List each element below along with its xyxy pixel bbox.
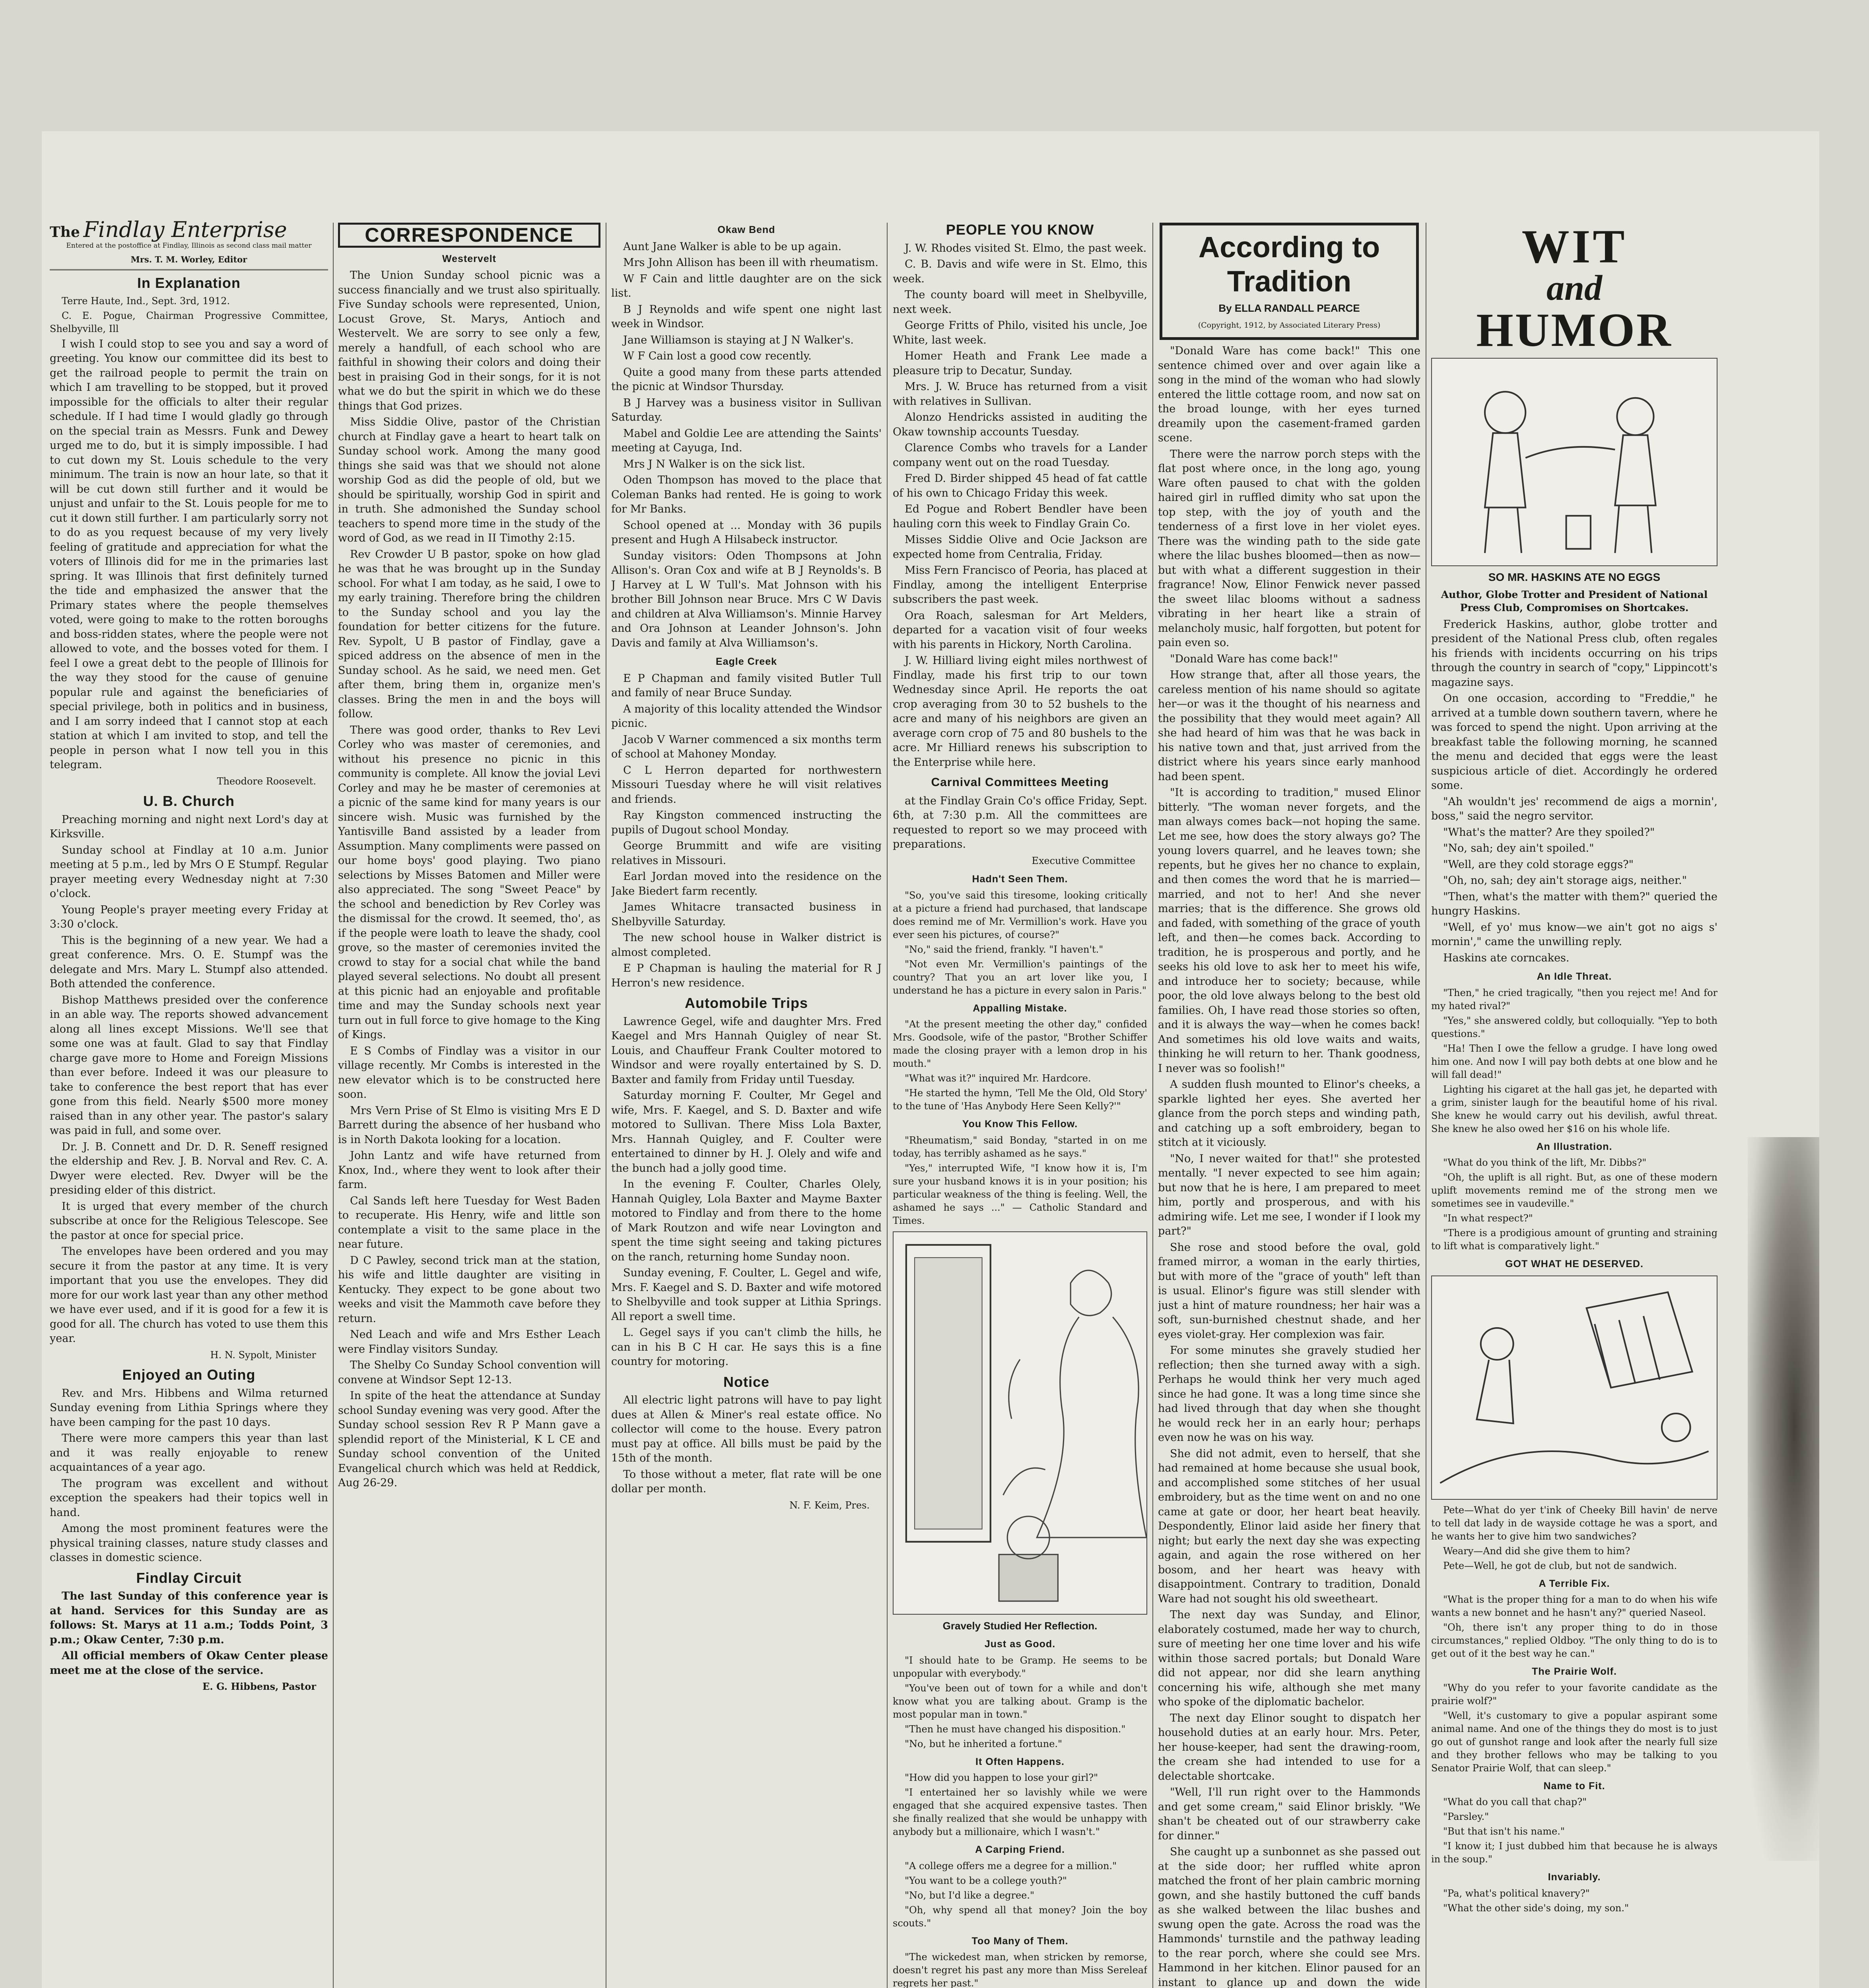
column-2 — [338, 131, 600, 1988]
paragraph: Young People's prayer meeting every Friday at 3:30 o'clock. — [50, 903, 328, 930]
column-1 — [50, 131, 328, 1988]
paragraph: "Oh, no, sah; dey ain't storage aigs, neither." — [1443, 874, 1687, 887]
paragraph: "Oh, why spend all that money? Join the boy scouts." — [893, 1904, 1147, 1929]
paragraph: Clarence Combs who travels for a Lander company went out on the road Tuesday. — [893, 442, 1147, 469]
outing-body — [50, 1386, 328, 1565]
paragraph: "No, but he inherited a fortune." — [905, 1738, 1063, 1749]
paragraph: The county board will meet in Shelbyville, next week. — [893, 289, 1147, 316]
paragraph: W F Cain lost a good cow recently. — [623, 350, 812, 362]
westervelt-body — [338, 268, 600, 1491]
paragraph: Sunday visitors: Oden Thompsons at John Allison's. Oran Cox and wife at B J Reynolds's. B J Harvey at L W Tull's. Mat Johnson with his brother Bill Johnson near Bruce. Mrs C W Davis and children at Alva Williamson's. Minnie Harvey and Ora Johnson at Leander Johnson's. John Davis and family at Alva Williamson's. — [611, 549, 882, 649]
paragraph: Mrs J N Walker is on the sick list. — [623, 458, 805, 470]
circuit-signature: E. G. Hibbens, Pastor — [202, 1681, 316, 1692]
paragraph: There were more campers this year than last and it was really enjoyable to renew acquaintances of a year ago. — [50, 1432, 328, 1474]
people-body — [893, 241, 1147, 770]
paragraph: "I should hate to be Gramp. He seems to be unpopular with everybody." — [893, 1654, 1147, 1679]
paragraph: A majority of this locality attended the Windsor picnic. — [611, 703, 882, 730]
paragraph: C. B. Davis and wife were in St. Elmo, this week. — [893, 258, 1147, 285]
subhead-okaw-bend: Okaw Bend — [717, 224, 775, 235]
subhead-prairie-wolf: The Prairie Wolf. — [1532, 1666, 1617, 1677]
paragraph: Frederick Haskins, author, globe trotter and president of the National Press club, often regales his friends with incidents occurring on his trips through the country in search of "copy," Lippincott's magazine says. — [1431, 618, 1717, 689]
carnival-body — [893, 794, 1147, 852]
subhead-it-happens: It Often Happens. — [975, 1756, 1065, 1767]
paragraph: "Parsley." — [1443, 1811, 1489, 1822]
paragraph: J. W. Hilliard living eight miles northwest of Findlay, made his first trip to our town Wednesday since April. He reports the oat crop averaging from 30 to 52 bushels to the acre and many of his neighbors are given an average corn crop of 75 and 80 bushels to the acre. Mr Hilliard renews his subscription to the Enterprise while here. — [893, 654, 1147, 769]
notice-body — [611, 1393, 882, 1497]
paragraph: Rev. and Mrs. Hibbens and Wilma returned Sunday evening from Lithia Springs where they have been camping for the past 10 days. — [50, 1387, 328, 1429]
paragraph: Dr. J. B. Connett and Dr. D. R. Seneff resigned the eldership and Rev. J. B. Norval and Rev. C. A. Dwyer were elected. Rev. Dwyer will be the presiding elder of this district. — [50, 1140, 328, 1196]
explanation-signature: Theodore Roosevelt. — [217, 775, 316, 787]
paragraph: Ray Kingston commenced instructing the pupils of Dugout school Monday. — [611, 809, 882, 836]
paragraph: All official members of Okaw Center please meet me at the close of the service. — [50, 1650, 328, 1677]
headline-notice: Notice — [723, 1373, 770, 1390]
paragraph: "I know it; I just dubbed him that because he is always in the soup." — [1431, 1840, 1717, 1865]
paragraph: George Brummitt and wife are visiting relatives in Missouri. — [611, 840, 882, 867]
cartoon-tramps — [1431, 1276, 1717, 1500]
paragraph: "The wickedest man, when stricken by remorse, doesn't regret his past any more than Miss Sereleaf regrets her past." — [893, 1951, 1147, 1988]
paragraph: "He started the hymn, 'Tell Me the Old, Old Story' to the tune of 'Has Anybody Here Seen Kelly?'" — [893, 1087, 1147, 1112]
paragraph: Bishop Matthews presided over the conference in an able way. The reports showed advancement along all lines except Missions. We'll see that some one was at fault. Glad to say that Findlay charge gave more to Home and Foreign Missions than ever before. Indeed it was our pleasure to take to conference the best report that has ever gone from this field. Nearly $500 more money raised than in any other year. The pastor's salary was paid in full, and some over. — [50, 994, 328, 1137]
name-body — [1431, 1796, 1717, 1866]
paragraph: "In what respect?" — [1443, 1213, 1533, 1224]
paragraph: Jane Williamson is staying at J N Walker's. — [623, 334, 854, 346]
deserved-body — [1431, 1504, 1717, 1573]
column-4 — [893, 131, 1147, 1988]
paragraph: "Then," he cried tragically, "then you reject me! And for my hated rival?" — [1431, 987, 1717, 1011]
paragraph: This is the beginning of a new year. We had a great conference. Mrs. O. E. Stumpf was the delegate and Mrs. Mary L. Stumpf also attended. Both attended the conference. — [50, 934, 328, 990]
masthead-entered: Entered at the postoffice at Findlay, Illinois as second class mail matter — [66, 241, 312, 250]
subhead-invariably: Invariably. — [1548, 1872, 1601, 1883]
paragraph: "How did you happen to lose your girl?" — [905, 1772, 1098, 1783]
paragraph: "What do you call that chap?" — [1443, 1796, 1587, 1807]
notice-signature: N. F. Keim, Pres. — [789, 1499, 870, 1511]
paragraph: On one occasion, according to "Freddie," he arrived at a tumble down southern tavern, where he was forced to spend the night. Upon arriving at the breakfast table the following morning, he scanned the menu and decided that eggs were the least suspicious article of diet. Accordingly he ordered some. — [1431, 692, 1717, 792]
paragraph: For some minutes she gravely studied her reflection; then she turned away with a sigh. Perhaps he would think her very much aged since he had gone. It was a long time since she had lived through that day when she thought he would reck her in an early hour; perhaps even now he was on his way. — [1158, 1344, 1420, 1444]
paragraph: The program was excellent and without exception the speakers had their topics well in hand. — [50, 1477, 328, 1519]
paragraph: B J Reynolds and wife spent one night last week in Windsor. — [611, 303, 882, 330]
story-copyright: (Copyright, 1912, by Associated Literary Press) — [1198, 320, 1381, 330]
paragraph: All electric light patrons will have to pay light dues at Allen & Miner's real estate office. No collector will come to the house. Every patron must pay at office. All bills must be paid by the 15th of the month. — [611, 1394, 882, 1464]
paragraph: Oden Thompson has moved to the place that Coleman Banks had rented. He is going to work for Mr Banks. — [611, 474, 882, 515]
paragraph: "Yes," she answered coldly, but colloquially. "Yep to both questions." — [1431, 1015, 1717, 1039]
paragraph: James Whitacre transacted business in Shelbyville Saturday. — [611, 901, 882, 928]
appalling-body — [893, 1018, 1147, 1113]
column-rule — [333, 223, 334, 1988]
paragraph: "What the other side's doing, my son." — [1443, 1902, 1629, 1914]
paragraph: Rev Crowder U B pastor, spoke on how glad he was that he was brought up in the Sunday school. For what I am today, as he said, I owe to my early training. Therefore bring the children to the Sunday school and you lay the foundation for better citizens for the future. Rev. Sypolt, U B pastor of Findlay, gave a spiced address on the absence of men in the Sunday school. As he said, we need men. Get after them, bring them in, organize men's classes. Bring the men in and the boys will follow. — [338, 548, 600, 720]
illustration-woman-mirror — [893, 1231, 1147, 1615]
correspondence-banner: CORRESPONDENCE — [338, 223, 600, 248]
paragraph: "No, but I'd like a degree." — [905, 1889, 1035, 1901]
ub-body — [50, 813, 328, 1346]
paragraph: John Lantz and wife have returned from Knox, Ind., where they went to look after their farm. — [338, 1149, 600, 1191]
ub-signature: H. N. Sypolt, Minister — [210, 1349, 316, 1361]
paragraph: Sunday evening, F. Coulter, L. Gegel and wife, Mrs. F. Kaegel and S. D. Baxter and wife motored to Shelbyville and took supper at Lithia Springs. All report a swell time. — [611, 1267, 882, 1323]
paragraph: W F Cain and little daughter are on the sick list. — [611, 272, 882, 299]
paragraph: "No, I never waited for that!" she protested mentally. "I never expected to see him again; but now that he is here, I am prepared to meet him, portly and prosperous, and with his admiring wife. Let me see, I wonder if I look my part?" — [1158, 1152, 1420, 1237]
paragraph: "Donald Ware has come back!" This one sentence chimed over and over again like a song in the mind of the woman who had slowly entered the little cottage room, and now sat on the broad lounge, with her eyes turned dreamily upon the casement-framed garden scene. — [1158, 345, 1420, 444]
paragraph: "Why do you refer to your favorite candidate as the prairie wolf?" — [1431, 1682, 1717, 1706]
subhead-eagle-creek: Eagle Creek — [715, 656, 777, 667]
story-title-box — [1160, 223, 1419, 340]
paragraph: I wish I could stop to see you and say a word of greeting. You know our committee did its best to get the railroad people to permit the train on which I am travelling to be stopped, but it proved impossible for the officials to alter their regular schedule. If I had time I would gladly go through on the special train as Messrs. Funk and Dewey urged me to do, but it is simply impossible. I had to cut down my St. Louis schedule to the very minimum. The train is now an hour late, so that it will be cut down still further and it would be unjust and unfair to the St. Louis people for me to cut it down still further. I am particularly sorry not to do as you request because of my very lively feeling of gratitude and appreciation for what the voters of Illinois did for me in the primaries last spring. It was Illinois that first definitely turned the tide and emphasized the answer that the Primary states where the people themselves voted, were going to make to the rotten boroughs and boss-ridden states, where the people were not allowed to vote, and the bosses voted for them. I feel I owe a great debt to the people of Illinois for the way they stood for the cause of genuine popular rule and against the beneficiaries of special privilege, both in politics and in business, and I am sorry indeed that I cannot stop at each station at which I am invited to stop, and tell the people in person what I now tell you in this telegram. — [50, 338, 328, 771]
paragraph: Aunt Jane Walker is able to be up again. — [623, 240, 842, 253]
paragraph: Saturday morning F. Coulter, Mr Gegel and wife, Mrs. F. Kaegel, and S. D. Baxter and wife motored to Sullivan. There Miss Lola Baxter, Mrs. Hannah Quigley, and F. Coulter were entertained to dinner by H. J. Olely and wife and the bunch had a jolly good time. — [611, 1089, 882, 1175]
okaw-body — [611, 240, 882, 651]
paragraph: C L Herron departed for northwestern Missouri Tuesday where he will visit relatives and friends. — [611, 764, 882, 806]
headline-ub-church: U. B. Church — [143, 793, 235, 809]
paragraph: A sudden flush mounted to Elinor's cheeks, a sparkle lighted her eyes. She averted her glance from the porch steps and winding path, and catching up a soft embroidery, began to stitch at it viciously. — [1158, 1078, 1420, 1149]
paragraph: "No, sah; dey ain't spoiled." — [1443, 842, 1594, 854]
carping-body — [893, 1860, 1147, 1930]
headline-carnival: Carnival Committees Meeting — [931, 776, 1109, 789]
haskins-body — [1431, 617, 1717, 966]
paragraph: Mrs. J. W. Bruce has returned from a visit with relatives in Sullivan. — [893, 381, 1147, 408]
paragraph: "At the present meeting the other day," confided Mrs. Goodsole, wife of the pastor, "Brother Schiffer made the closing prayer with a lemon drop in his mouth." — [893, 1019, 1147, 1069]
headline-circuit: Findlay Circuit — [136, 1569, 242, 1586]
column-rule — [1152, 223, 1153, 1988]
subhead-illustration: An Illustration. — [1536, 1141, 1613, 1152]
paragraph: "So, you've said this tiresome, looking critically at a picture a friend had purchased, that landscape does remind me of Mr. Vermillion's work. Have you ever seen his pictures, of course?" — [893, 889, 1147, 940]
paragraph: Earl Jordan moved into the residence on the Jake Biedert farm recently. — [611, 870, 882, 897]
masthead-editor: Mrs. T. M. Worley, Editor — [130, 254, 247, 264]
paragraph: "I entertained her so lavishly while we were engaged that she acquired expensive tastes. Then she finally realized that she would be unhappy with anybody but a millionaire, which I wasn't." — [893, 1787, 1147, 1837]
cartoon-haskins — [1431, 358, 1717, 566]
paragraph: Miss Fern Francisco of Peoria, has placed at Findlay, among the intelligent Enterprise subscribers the past week. — [893, 564, 1147, 606]
paragraph: "Ha! Then I owe the fellow a grudge. I have long owed him one. And now I will pay both debts at one blow and he will fall dead!" — [1431, 1043, 1717, 1080]
wit-title-and: and — [1546, 268, 1603, 308]
illustration-caption: Gravely Studied Her Reflection. — [942, 1619, 1098, 1632]
illustration-body — [1431, 1156, 1717, 1253]
column-5 — [1158, 131, 1420, 1988]
justgood-body — [893, 1654, 1147, 1751]
subhead-just-good: Just as Good. — [984, 1639, 1056, 1650]
paragraph: "There is a prodigious amount of grunting and straining to lift what is comparatively light." — [1431, 1227, 1717, 1252]
paragraph: The next day was Sunday, and Elinor, elaborately costumed, made her way to church, sure of meeting her one time lover and his wife within those sacred portals; but Donald Ware did not appear, nor did she learn anything concerning his wife, although she met many who spoke of the diplomatic bachelor. — [1158, 1609, 1420, 1708]
masthead-the: The — [50, 224, 80, 241]
masthead — [50, 217, 328, 270]
story-body — [1158, 344, 1420, 1988]
paragraph: In spite of the heat the attendance at Sunday school Sunday evening was very good. After the Sunday school session Rev R P Mann gave a splendid report of the Ministerial, K L CE and Sunday school convention of the United Evangelical church which was held at Reddick, Aug 26-29. — [338, 1390, 600, 1489]
paragraph: She caught up a sunbonnet as she passed out at the side door; her ruffled white apron matched the front of her plain cambric morning gown, and she hastily buttoned the cuff bands as she walked between the lilac bushes and swung open the gate. Across the road was the Hammonds' turnstile and the pathway leading to the rear porch, where she could see Mrs. Hammond in her kitchen. Elinor paused for an instant to glance up and down the wide — [1158, 1846, 1420, 1988]
paragraph: B J Harvey was a business visitor in Sullivan Saturday. — [611, 396, 882, 423]
ithappens-body — [893, 1771, 1147, 1839]
column-rule — [887, 223, 888, 1988]
paragraph: Mrs John Allison has been ill with rheumatism. — [623, 256, 879, 269]
paragraph: Ed Pogue and Robert Bendler have been hauling corn this week to Findlay Grain Co. — [893, 503, 1147, 530]
column-6 — [1431, 131, 1717, 1988]
paragraph: "What's the matter? Are they spoiled?" — [1443, 826, 1655, 839]
knowfellow-body — [893, 1134, 1147, 1227]
paragraph: "Well, it's customary to give a popular aspirant some animal name. And one of the things they do most is to just go out of gunshot range and look after the nearly full size and they brother fellows who may be talking to you Senator Prairie Wolf, that can sleep." — [1431, 1710, 1717, 1774]
paragraph: Haskins ate corncakes. — [1443, 951, 1570, 964]
paragraph: Pete—What do yer t'ink of Cheeky Bill havin' de nerve to tell dat lady in de wayside cottage he was a sport, and he wants her to give him two sandwiches? — [1431, 1504, 1717, 1542]
paragraph: There was good order, thanks to Rev Levi Corley who was master of ceremonies, and without his presence no picnic in this community is complete. All know the jovial Levi Corley and may he be master of ceremonies at a picnic of the same kind for many years is our sincere wish. Music was furnished by the Yantisville Band assisted by a leader from Assumption. Many compliments were passed on our home boys' good playing. Two piano selections by Misses Batomen and Miller were also appreciated. The song "Sweet Peace" by the school and benediction by Rev Corley was the dismissal for the crowd. It seemed, tho', as if the people were loath to leave the shady, cool grove, so the master of ceremonies invited the crowd to stay for a social chat while the band played several selections. No doubt all present at this picnic had an enjoyable and profitable time and may the Sunday schools next year turn out in full force to give homage to the King of Kings. — [338, 724, 600, 1041]
paragraph: Lawrence Gegel, wife and daughter Mrs. Fred Kaegel and Mrs Hannah Quigley of near St. Louis, and Chauffeur Frank Coulter motored to Windsor and were royally entertained by S. D. Baxter and family from Friday until Tuesday. — [611, 1015, 882, 1086]
paragraph: The next day Elinor sought to dispatch her household duties at an early hour. Mrs. Peter, her house-keeper, had sent the drawing-room, the cream she had intended to use for a delectable shortcake. — [1158, 1712, 1420, 1782]
subhead-idle-threat: An Idle Threat. — [1537, 971, 1612, 982]
paragraph: Quite a good many from these parts attended the picnic at Windsor Thursday. — [611, 366, 882, 393]
paragraph: "It is according to tradition," mused Elinor bitterly. "The woman never forgets, and the man always comes back—not hoping the same. Let me see, how does the story always go? The young lovers quarrel, and he leaves town; she repents, but he gives her no chance to explain, and then comes the word that he is married—married, and not to her! And she never marries; that is the difference. She grows old and faded, with something of the grace of youth left, and then—he comes back. According to tradition, he is prosperous and portly, and he seeks his old love to ask her to meet his wife, and introduce her to society; because, while poor, the old love always belong to the best old families. Oh, I have read those stories so often, and it is always the way—when he comes back! And sometimes his old love waits and waits, thinking he will return to her. Thank goodness, I never was so foolish!" — [1158, 786, 1420, 1075]
idle-body — [1431, 986, 1717, 1136]
paragraph: School opened at ... Monday with 36 pupils present and Hugh A Hilsabeck instructor. — [611, 519, 882, 546]
circuit-body — [50, 1589, 328, 1678]
paragraph: Alonzo Hendricks assisted in auditing the Okaw township accounts Tuesday. — [893, 411, 1147, 438]
paragraph: Mabel and Goldie Lee are attending the Saints' meeting at Cayuga, Ind. — [611, 427, 882, 454]
subhead-westervelt: Westervelt — [442, 253, 496, 264]
paragraph: It is urged that every member of the church subscribe at once for the Religious Telescope. See the pastor at once for special price. — [50, 1200, 328, 1242]
paragraph: "What was it?" inquired Mr. Hardcore. — [905, 1073, 1091, 1084]
paragraph: "What do you think of the lift, Mr. Dibbs?" — [1443, 1157, 1647, 1168]
subhead-carping: A Carping Friend. — [975, 1844, 1065, 1855]
headline-automobile-trips: Automobile Trips — [684, 995, 808, 1011]
paragraph: The new school house in Walker district is almost completed. — [611, 932, 882, 959]
cartoon-subcaption: Author, Globe Trotter and President of National Press Club, Compromises on Shortcakes. — [1441, 588, 1708, 613]
paragraph: Pete—Well, he got de club, but not de sandwich. — [1443, 1560, 1677, 1571]
paragraph: "Ah wouldn't jes' recommend de aigs a mornin', boss," said the negro servitor. — [1431, 795, 1717, 822]
paragraph: L. Gegel says if you can't climb the hills, he can in his B C H car. He says this is a fine country for motoring. — [611, 1326, 882, 1368]
wit-title-wit: WIT — [1521, 220, 1627, 273]
paragraph: She rose and stood before the oval, gold framed mirror, a woman in the early thirties, but with more of the "grace of youth" left than is usual. Elinor's figure was still slender with just a hint of mature roundness; her hair was a soft, sun-burnished chestnut shade, and her eyes violet-gray. Her complexion was fair. — [1158, 1241, 1420, 1341]
paragraph: E S Combs of Findlay was a visitor in our village recently. Mr Combs is interested in the new elevator which is to be constructed here soon. — [338, 1044, 600, 1101]
story-byline: By ELLA RANDALL PEARCE — [1218, 302, 1360, 314]
headline-explanation: In Explanation — [137, 275, 241, 291]
paragraph: D C Pawley, second trick man at the station, his wife and little daughter are visiting in Kentucky. They expect to be gone about two weeks and visit the Mammoth cave before they return. — [338, 1254, 600, 1325]
paragraph: Ned Leach and wife and Mrs Esther Leach were Findlay visitors Sunday. — [338, 1328, 600, 1355]
paragraph: E P Chapman is hauling the material for R J Herron's new residence. — [611, 962, 882, 989]
prairie-body — [1431, 1681, 1717, 1775]
subhead-you-know-fellow: You Know This Fellow. — [962, 1118, 1078, 1130]
paragraph: "Oh, there isn't any proper thing to do in those circumstances," replied Oldboy. "The only thing to do is to get out of it the best way he can." — [1431, 1622, 1717, 1659]
paragraph: Fred D. Birder shipped 45 head of fat cattle of his own to Chicago Friday this week. — [893, 472, 1147, 499]
paragraph: "No," said the friend, frankly. "I haven't." — [905, 944, 1104, 955]
paragraph: There were the narrow porch steps with the flat post where once, in the long ago, young Ware often paused to chat with the golden haired girl in ruffled dimity who sat upon the top step, with the joy of youth and the tenderness of a first love in her violet eyes. There was the winding path to the side gate where the lilac bushes bloomed—then as now—but with what a different suggestion in their fragrance! Now, Elinor Fenwick never passed the sweet lilac blooms without a sadness vibrating in her heart like a strain of melancholy music, half forgotten, but potent for pain even so. — [1158, 448, 1420, 649]
paragraph: "You've been out of town for a while and don't know what you are talking about. Gramp is the most popular man in town." — [893, 1682, 1147, 1720]
terrible-body — [1431, 1593, 1717, 1660]
paragraph: Preaching morning and night next Lord's day at Kirksville. — [50, 813, 328, 840]
paragraph: The envelopes have been ordered and you may secure it from the pastor at any time. It is very important that you use the envelopes. They did more for our work last year than any other method we have ever used, and if it is good for a few it is good for all. The church has voted to use them this year. — [50, 1245, 328, 1345]
subhead-hadnt-seen: Hadn't Seen Them. — [972, 874, 1068, 885]
paragraph: "What is the proper thing for a man to do when his wife wants a new bonnet and he hasn't any?" queried Naseol. — [1431, 1594, 1717, 1618]
paragraph: "But that isn't his name." — [1443, 1826, 1565, 1837]
paragraph: "Not even Mr. Vermillion's paintings of the country? That you an art lover like you, I understand he has a picture in every salon in Paris." — [893, 958, 1147, 996]
paragraph: "Well, I'll run right over to the Hammonds and get some cream," said Elinor briskly. "We shan't be cheated out of our strawberry cake for dinner." — [1158, 1786, 1420, 1842]
paragraph: "Well, are they cold storage eggs?" — [1443, 858, 1634, 871]
paragraph: In the evening F. Coulter, Charles Olely, Hannah Quigley, Lola Baxter and Mayme Baxter motored to Findlay and from there to the home of Mark Routzon and wife near Lovington and spent the time sight seeing and taking pictures on the ranch, returning home Sunday noon. — [611, 1178, 882, 1263]
eagle-body — [611, 672, 882, 991]
paragraph: "Oh, the uplift is all right. But, as one of these modern uplift movements remind me of the strong men we sometimes see in vaudeville." — [1431, 1172, 1717, 1209]
explanation-body — [50, 337, 328, 773]
wit-and-humor-banner — [1431, 220, 1717, 356]
paragraph: "Rheumatism," said Bonday, "started in on me today, has terribly ashamed as he says." — [893, 1134, 1147, 1159]
masthead-title: Findlay Enterprise — [83, 217, 287, 242]
column-3 — [611, 131, 882, 1988]
paragraph: Weary—And did she give them to him? — [1443, 1545, 1630, 1557]
auto-body — [611, 1015, 882, 1369]
wit-title-humor: HUMOR — [1476, 303, 1673, 356]
explanation-date: Terre Haute, Ind., Sept. 3rd, 1912. — [62, 295, 230, 307]
toomany-body — [893, 1951, 1147, 1988]
paragraph: The last Sunday of this conference year is at hand. Services for this Sunday are as follows: St. Marys at 11 a.m.; Todds Point, 3 p.m.; Okaw Center, 7:30 p.m. — [50, 1590, 328, 1646]
subhead-name-to-fit: Name to Fit. — [1543, 1780, 1605, 1792]
paragraph: Among the most prominent features were the physical training classes, nature study classes and classes in domestic science. — [50, 1522, 328, 1564]
paragraph: Ora Roach, salesman for Art Melders, departed for a vacation visit of four weeks with his parents in Hickory, North Carolina. — [893, 609, 1147, 651]
paragraph: "You want to be a college youth?" — [905, 1875, 1067, 1886]
subhead-too-many: Too Many of Them. — [971, 1935, 1069, 1947]
story-title: According to Tradition — [1198, 231, 1380, 298]
paragraph: How strange that, after all those years, the careless mention of his name should so agitate her—or was it the thought of his nearness and the possibility that they would meet again? All she had heard of him was that he was back in his native town and that, just arrived from the district where his years since early manhood had been spent. — [1158, 669, 1420, 783]
paragraph: Jacob V Warner commenced a six months term of school at Mahoney Monday. — [611, 733, 882, 760]
paragraph: Homer Heath and Frank Lee made a pleasure trip to Decatur, Sunday. — [893, 350, 1147, 377]
headline-people-you-know: PEOPLE YOU KNOW — [946, 221, 1094, 238]
headline-outing: Enjoyed an Outing — [122, 1367, 256, 1383]
paragraph: J. W. Rhodes visited St. Elmo, the past week. — [905, 242, 1147, 254]
carnival-signature: Executive Committee — [1032, 855, 1135, 866]
paragraph: "Pa, what's political knavery?" — [1443, 1887, 1590, 1899]
paragraph: at the Findlay Grain Co's office Friday, Sept. 6th, at 7:30 p.m. All the committees are requested to report so we may proceed with preparations. — [893, 794, 1147, 850]
paragraph: The Union Sunday school picnic was a success financially and we trust also spiritually. Five Sunday schools were represented, Union, Locust Grove, St. Marys, Antioch and Westervelt. We are sorry to see only a few, merely a handfull, of each school who are faithful in showing their colors and doing their best in praising God in their songs, for it is not what we do but the spirit in which we do these things that God prizes. — [338, 269, 600, 412]
paragraph: "A college offers me a degree for a million." — [905, 1860, 1117, 1872]
paragraph: E P Chapman and family visited Butler Tull and family of near Bruce Sunday. — [611, 672, 882, 699]
paragraph: Lighting his cigaret at the hall gas jet, he departed with a grim, sinister laugh for the beautiful home of his rival. She knew he would carry out his devilish, awful threat. She knew he also owed her $16 on his whole life. — [1431, 1083, 1717, 1134]
invariably-body — [1431, 1887, 1717, 1915]
paragraph: "Well, ef yo' mus know—we ain't got no aigs s' mornin'," came the unwilling reply. — [1431, 921, 1717, 948]
subhead-terrible-fix: A Terrible Fix. — [1539, 1578, 1610, 1589]
subhead-got-deserved: GOT WHAT HE DESERVED. — [1505, 1258, 1644, 1270]
hadnt-body — [893, 889, 1147, 997]
newspaper-page — [42, 131, 1819, 1988]
subhead-appalling: Appalling Mistake. — [973, 1002, 1067, 1014]
paragraph: The Shelby Co Sunday School convention will convene at Windsor Sept 12-13. — [338, 1359, 600, 1386]
explanation-to: C. E. Pogue, Chairman Progressive Committee, Shelbyville, Ill — [50, 310, 328, 334]
cartoon-caption: SO MR. HASKINS ATE NO EGGS — [1488, 571, 1661, 583]
paragraph: George Fritts of Philo, visited his uncle, Joe White, last week. — [893, 319, 1147, 346]
paragraph: Miss Siddie Olive, pastor of the Christian church at Findlay gave a heart to heart talk on Sunday school work. Among the many good things she said was that we should not alone worship God as did the people of old, but we should be spiritually, worship God in spirit and in truth. She admonished the Sunday school teachers to spend more time in the study of the word of God, as we read in II Timothy 2:15. — [338, 416, 600, 544]
paragraph: Mrs Vern Prise of St Elmo is visiting Mrs E D Barrett during the absence of her husband who is in North Dakota looking for a location. — [338, 1104, 600, 1146]
paragraph: To those without a meter, flat rate will be one dollar per month. — [611, 1468, 882, 1495]
paragraph: Sunday school at Findlay at 10 a.m. Junior meeting at 5 p.m., led by Mrs O E Stumpf. Regular prayer meeting every Wednesday night at 7:30 o'clock. — [50, 844, 328, 900]
paragraph: "Donald Ware has come back!" — [1170, 652, 1338, 665]
ink-stain — [1748, 1137, 1819, 1861]
paragraph: "Then he must have changed his disposition." — [905, 1723, 1126, 1735]
paragraph: Cal Sands left here Tuesday for West Baden to recuperate. His Henry, wife and little son contemplate a visit to the same place in the near future. — [338, 1194, 600, 1250]
paragraph: "Then, what's the matter with them?" queried the hungry Haskins. — [1431, 890, 1717, 917]
paragraph: "Yes," interrupted Wife, "I know how it is, I'm sure your husband knows it is in your position; his particular weakness of the thing is feeling. Well, the ashamed he says ..." — Catholic Standard and Times. — [893, 1162, 1147, 1226]
paragraph: Misses Siddie Olive and Ocie Jackson are expected home from Centralia, Friday. — [893, 534, 1147, 561]
paragraph: She did not admit, even to herself, that she had remained at home because she usual book, and accomplished some stitches of her usual embroidery, but as the time went on and no one came at gate or door, her heart beat heavily. Despondently, Elinor laid aside her finery that night; but early the next day she was expecting again, and again the rose withered on her bosom, and her heart was heavy with disappointment. Contrary to tradition, Donald Ware had not sought his old sweetheart. — [1158, 1447, 1420, 1605]
